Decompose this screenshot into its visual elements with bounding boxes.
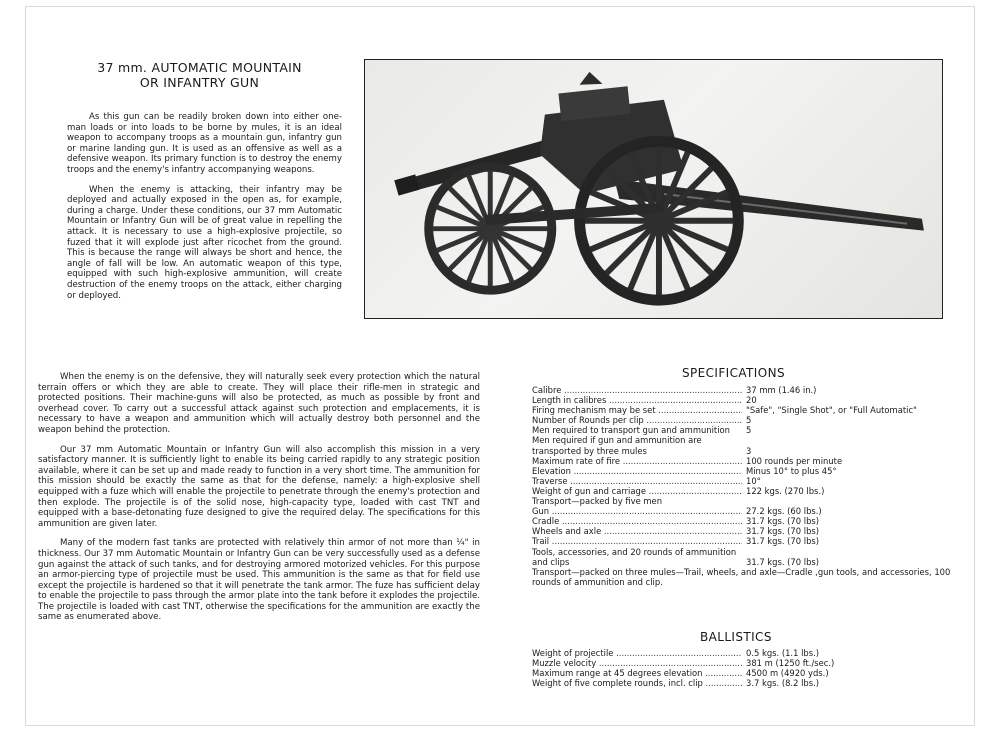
ballistics-row: Weight of five complete rounds, incl. clip ..... 3.7 kgs. (8.2 lbs.)	[532, 678, 952, 688]
rear-wheel	[429, 167, 552, 290]
paragraph: When the enemy is attacking, their infantry may be deployed and actually exposed in the open as, for example, during a charge. Under these conditions, our 37 mm Automatic Mountain or Infantry Gun will be of great value in repelling the attack. It is necessary to use a high-explosive projectile, so fuzed that it will explode just after ricochet from the ground. This is because the range will always be short and hence, the angle of fall will be low. An automatic weapon of this type, equipped with such high-explosive ammunition, will create destruction of the enemy troops on the attack, either charging or deployed.	[67, 184, 342, 301]
title-line-1: 37 mm. AUTOMATIC MOUNTAIN	[97, 60, 302, 75]
spec-row: Firing mechanism may be set ..... "Safe", "Single Shot", or "Full Automatic"	[532, 405, 952, 415]
spec-row: Traverse ..... 10°	[532, 476, 952, 486]
page-title	[92, 60, 307, 90]
paragraph: Our 37 mm Automatic Mountain or Infantry Gun will also accomplish this mission in a very satisfactory manner. It is sufficiently light to enable its being carried rapidly to any strategic position available, where it can be set up and made ready to function in a very short time. The ammunition for this mission should be exactly the same as that for the defense, namely: a high-explosive shell equipped with a fuze which will enable the projectile to penetrate through the enemy's protection and then explode. The projectile is of the solid nose, high-capacity type, loaded with cast TNT and equipped with a base-detonating fuze designed to give the required delay. The specifications for this ammunition are given later.	[38, 444, 480, 529]
spec-row: Cradle ..... 31.7 kgs. (70 lbs)	[532, 516, 952, 526]
paragraph: When the enemy is on the defensive, they will naturally seek every protection which the natural terrain offers or which they are able to create. They will place their rifle-men in strategic and protected positions. Their machine-guns will also be protected, as much as possible by front and overhead cover. To carry out a successful attack against such protection and emplacements, it is necessary to have a weapon and ammunition which will actually destroy both personnel and the weapon behind the protection.	[38, 372, 480, 435]
front-wheel	[580, 141, 739, 300]
specifications-heading: SPECIFICATIONS	[682, 366, 785, 380]
spec-row: Length in calibres ..... 20	[532, 395, 952, 405]
mountain-gun-illustration	[365, 60, 942, 318]
ballistics-table	[532, 648, 952, 688]
spec-row: Wheels and axle ..... 31.7 kgs. (70 lbs)	[532, 526, 952, 536]
spec-row: Tools, accessories, and 20 rounds of ammunition and clips 31.7 kgs. (70 lbs)	[532, 546, 820, 567]
ballistics-row: Weight of projectile ..... 0.5 kgs. (1.1 lbs.)	[532, 648, 952, 658]
spec-row: Men required if gun and ammunition are transported by three mules 3	[532, 435, 752, 456]
spec-row: Weight of gun and carriage ..... 122 kgs. (270 lbs.)	[532, 486, 952, 496]
paragraph: As this gun can be readily broken down into either one-man loads or into loads to be borne by mules, it is an ideal weapon to accompany troops as a mountain gun, infantry gun or marine landing gun. It is used as an offensive as well as a defensive weapon. Its primary function is to destroy the enemy troops and the enemy's infantry accompanying weapons.	[67, 112, 342, 175]
spec-row: Trail ..... 31.7 kgs. (70 lbs)	[532, 536, 952, 546]
ballistics-row: Muzzle velocity ..... 381 m (1250 ft./sec.)	[532, 658, 952, 668]
spec-row: Gun ..... 27.2 kgs. (60 lbs.)	[532, 506, 952, 516]
main-column-text	[38, 372, 480, 632]
spec-row: Men required to transport gun and ammunition 5	[532, 425, 752, 436]
specifications-table	[532, 385, 952, 587]
left-column-text	[67, 112, 342, 310]
spec-transport-mules: Transport—packed on three mules—Trail, wheels, and axle—Cradle ,gun tools, and accessories, 100 rounds of ammunition and clip.	[532, 566, 951, 587]
ballistics-heading: BALLISTICS	[700, 630, 772, 644]
title-line-2: OR INFANTRY GUN	[139, 75, 260, 90]
gun-photograph	[364, 59, 943, 319]
spec-row: Number of Rounds per clip ..... 5	[532, 415, 952, 425]
spec-row: Calibre ..... 37 mm (1.46 in.)	[532, 385, 952, 395]
paragraph: Many of the modern fast tanks are protected with relatively thin armor of not more than ¼" in thickness. Our 37 mm Automatic Mountain or Infantry Gun can be very successfully used as a defense gun against the attack of such tanks, and for destroying armored motorized vehicles. For this purpose an armor-piercing type of projectile must be used. This ammunition is the same as that for field use except the projectile is hardened so that it will penetrate the tank armor. The fuze has sufficient delay to enable the projectile to pass through the armor plate into the tank before it explodes the projectile. The projectile is loaded with cast TNT, otherwise the specifications for the ammunition are exactly the same as enumerated above.	[38, 538, 480, 623]
spec-row: Maximum rate of fire ..... 100 rounds per minute	[532, 456, 952, 466]
ballistics-row: Maximum range at 45 degrees elevation ..... 4500 m (4920 yds.)	[532, 668, 952, 678]
spec-row: Transport—packed by five men	[532, 496, 663, 507]
spec-row: Elevation ..... Minus 10° to plus 45°	[532, 466, 952, 476]
